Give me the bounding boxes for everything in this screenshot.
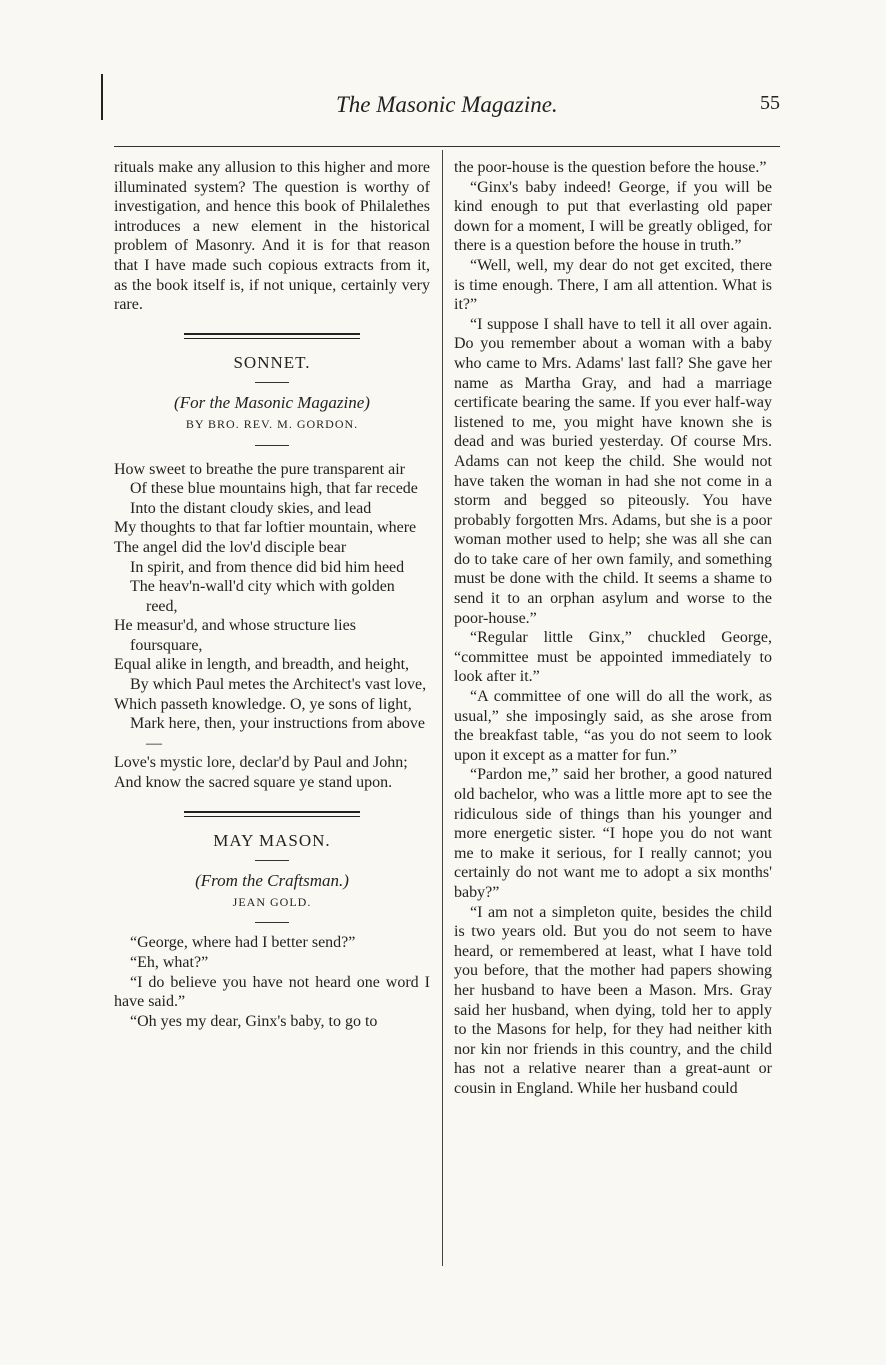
story-paragraph: “George, where had I better send?” — [130, 934, 356, 952]
story-paragraph: “Well, well, my dear do not get excited, there is time enough. There, I am all attention. What is it?” — [454, 256, 772, 314]
story-paragraph: “Pardon me,” said her brother, a good natured old bachelor, who was a little more apt to see the ridiculous side of things than his younger and more energetic sister. “I hope you do not want me to make it serious, for I really cannot; you certainly do not want me to adopt a six months' baby?” — [454, 766, 772, 901]
column-divider — [442, 150, 443, 1266]
poem-line: Mark here, then, your instructions from above— — [130, 715, 426, 752]
section-divider — [184, 811, 360, 817]
story-source: (From the Craftsman.) — [195, 871, 349, 891]
margin-mark — [101, 74, 103, 120]
intro-paragraph: rituals make any allusion to this higher and more illuminated system? The question is worthy of investigation, and hence this book of Philalethes introduces a new element in the historical problem of Masonry. And it is for that reason that I have made such copious extracts from it, as the book itself is, if not unique, certainly very rare. — [114, 159, 430, 314]
poem-line: Of these blue mountains high, that far recede — [130, 480, 418, 498]
right-column — [454, 158, 772, 1099]
story-title: MAY MASON. — [213, 830, 331, 850]
poem-line: The heav'n-wall'd city which with golden reed, — [130, 578, 395, 615]
story-paragraph: “I suppose I shall have to tell it all over again. Do you remember about a woman with a baby who came to Mrs. Adams' last fall? She gave her name as Martha Gray, and had a marriage certificate bearing the same. If you ever half-way listened to me, you might have known she is dead and was buried yesterday. Of course Mrs. Adams can not keep the child. She would not have taken the woman in had she not come in a storm and begged so piteously. You have probably forgotten Mrs. Adams, but she is a poor woman mother used to help; she was all she can do to take care of her own family, and something must be done with the child. It seems a shame to send it to an orphan asylum and worse to the poor-house.” — [454, 315, 772, 627]
header-rule — [114, 146, 780, 147]
sonnet-byline: BY BRO. REV. M. GORDON. — [185, 416, 359, 431]
page-number: 55 — [760, 92, 780, 114]
story-paragraph: “I do believe you have not heard one word I have said.” — [114, 973, 430, 1011]
poem-line: In spirit, and from thence did bid him heed — [130, 558, 405, 576]
sonnet-body — [114, 460, 430, 793]
running-title: The Masonic Magazine. — [336, 92, 558, 117]
story-paragraph: “Regular little Ginx,” chuckled George, “committee must be appointed immediately to look after it.” — [454, 629, 772, 686]
story-paragraph: “Ginx's baby indeed! George, if you will be kind enough to put that everlasting old paper down for a moment, I will be greatly obliged, for there is a question before the house in truth.” — [454, 178, 772, 255]
poem-line: My thoughts to that far loftier mountain, where — [114, 519, 417, 537]
poem-line: The angel did the lov'd disciple bear — [114, 538, 347, 556]
section-divider — [184, 333, 360, 339]
story-paragraph: “I am not a simpleton quite, besides the child is two years old. But you do not seem to have heard, or remembered at least, what I have told you before, that the mother had papers showing her husband to have been a Mason. Mrs. Gray said her husband, when dying, told her to apply to the Masons for help, for they had neither kith nor kin nor friends in this country, and the child has not a relative nearer than a great-aunt or cousin in England. While her husband could — [454, 903, 772, 1097]
poem-line: And know the sacred square ye stand upon. — [114, 774, 393, 792]
poem-line: By which Paul metes the Architect's vast love, — [130, 676, 427, 694]
poem-line: Equal alike in length, and breadth, and height, — [114, 656, 410, 674]
running-header — [330, 92, 780, 122]
story-paragraph: “A committee of one will do all the work, as usual,” she imposingly said, as she arose from the breakfast table, “as you do not seem to look upon it except as a matter for fun.” — [454, 688, 772, 764]
story-paragraph: “Eh, what?” — [130, 954, 209, 971]
short-rule — [255, 445, 289, 446]
sonnet-source: (For the Masonic Magazine) — [174, 393, 370, 413]
story-byline: JEAN GOLD. — [232, 894, 312, 909]
poem-line: He measur'd, and whose structure lies foursquare, — [114, 617, 356, 654]
story-paragraph: “Oh yes my dear, Ginx's baby, to go to — [130, 1012, 378, 1030]
poem-line: Which passeth knowledge. O, ye sons of light, — [114, 695, 412, 713]
short-rule — [255, 922, 289, 923]
left-column — [114, 158, 430, 1031]
story-paragraph: the poor-house is the question before the house.” — [454, 159, 767, 176]
sonnet-title: SONNET. — [233, 352, 311, 372]
poem-line: Love's mystic lore, declar'd by Paul and John; — [114, 754, 408, 772]
poem-line: Into the distant cloudy skies, and lead — [130, 499, 372, 517]
short-rule — [255, 382, 289, 383]
poem-line: How sweet to breathe the pure transparent air — [114, 460, 405, 478]
short-rule — [255, 860, 289, 861]
